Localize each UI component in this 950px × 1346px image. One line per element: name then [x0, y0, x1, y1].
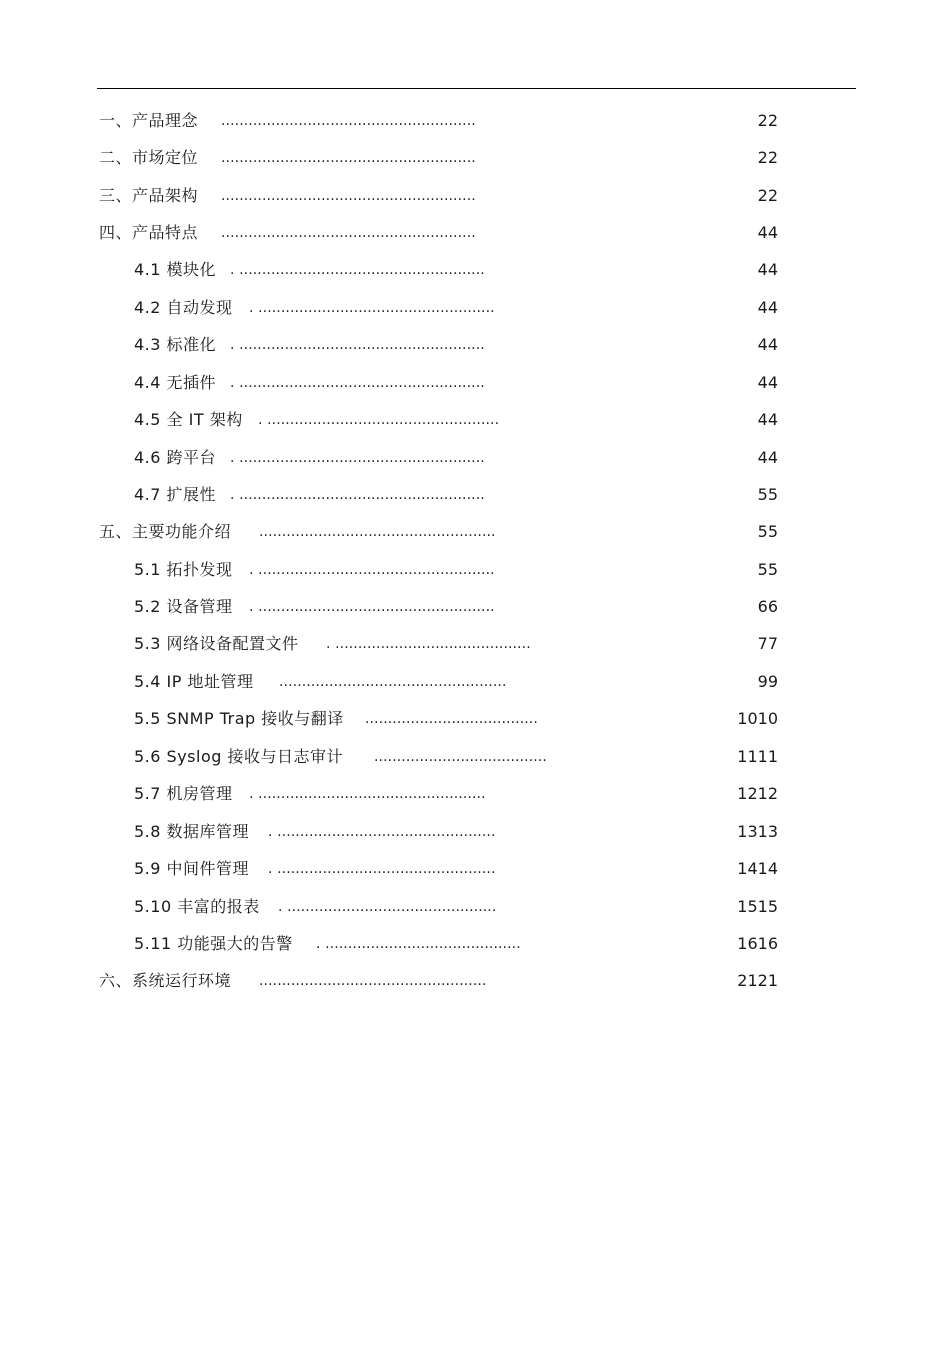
toc-page-number: 1010	[737, 709, 778, 728]
toc-entry-label: 5.5 SNMP Trap 接收与翻译	[134, 709, 344, 728]
toc-entry-label: 二、市场定位	[99, 148, 199, 167]
toc-entry-5-2[interactable]	[0, 595, 950, 619]
toc-entry-4-6[interactable]	[0, 446, 950, 470]
toc-entry-5-5[interactable]	[0, 707, 950, 731]
toc-dot-leader: . ................................................	[268, 824, 496, 840]
toc-dot-leader: . ......................................................	[230, 487, 485, 503]
toc-entry-4-3[interactable]	[0, 333, 950, 357]
toc-entry-4-7[interactable]	[0, 483, 950, 507]
toc-dot-leader: . ......................................................	[230, 262, 485, 278]
toc-entry-5-4[interactable]	[0, 670, 950, 694]
toc-page-number: 55	[757, 560, 778, 579]
toc-entry-4-5[interactable]	[0, 408, 950, 432]
toc-page-number: 55	[757, 522, 778, 541]
toc-entry-4-4[interactable]	[0, 371, 950, 395]
toc-entry-label: 一、产品理念	[99, 111, 199, 130]
toc-page-number: 44	[757, 223, 778, 242]
toc-entry-label: 四、产品特点	[99, 223, 199, 242]
toc-page-number: 44	[757, 410, 778, 429]
toc-entry-5-8[interactable]	[0, 820, 950, 844]
toc-page-number: 99	[757, 672, 778, 691]
toc-page-number: 22	[757, 186, 778, 205]
toc-entry-label: 5.2 设备管理	[134, 597, 233, 616]
toc-dot-leader: . ..................................................	[249, 786, 486, 802]
toc-entry-5-1[interactable]	[0, 558, 950, 582]
toc-dot-leader: ..................................................	[279, 674, 507, 690]
toc-dot-leader: ........................................................	[221, 150, 476, 166]
toc-entry-label: 5.1 拓扑发现	[134, 560, 233, 579]
toc-page-number: 66	[757, 597, 778, 616]
toc-page-number: 22	[757, 148, 778, 167]
toc-entry-label: 5.9 中间件管理	[134, 859, 250, 878]
toc-dot-leader: ........................................................	[221, 113, 476, 129]
toc-dot-leader: . ......................................................	[230, 450, 485, 466]
toc-page-number: 44	[757, 260, 778, 279]
toc-entry-label: 4.3 标准化	[134, 335, 217, 354]
toc-entry-label: 5.3 网络设备配置文件	[134, 634, 299, 653]
toc-page-number: 1212	[737, 784, 778, 803]
toc-page-number: 1414	[737, 859, 778, 878]
toc-dot-leader: ......................................	[365, 711, 538, 727]
toc-entry-label: 4.7 扩展性	[134, 485, 217, 504]
toc-page-number: 22	[757, 111, 778, 130]
toc-entry-5-11[interactable]	[0, 932, 950, 956]
toc-dot-leader: . ......................................................	[230, 375, 485, 391]
toc-page-number: 1616	[737, 934, 778, 953]
toc-entry-5-6[interactable]	[0, 745, 950, 769]
toc-dot-leader: . ....................................................	[249, 300, 495, 316]
toc-entry-label: 4.4 无插件	[134, 373, 217, 392]
toc-page-number: 2121	[737, 971, 778, 990]
toc-dot-leader: ....................................................	[259, 524, 496, 540]
toc-page-number: 44	[757, 373, 778, 392]
toc-page-number: 1313	[737, 822, 778, 841]
toc-entry-2[interactable]	[0, 146, 950, 170]
toc-dot-leader: . ................................................	[268, 861, 496, 877]
toc-entry-label: 5.8 数据库管理	[134, 822, 250, 841]
toc-entry-label: 5.11 功能强大的告警	[134, 934, 293, 953]
toc-entry-5[interactable]	[0, 520, 950, 544]
toc-dot-leader: ..................................................	[259, 973, 487, 989]
toc-dot-leader: . ..............................................	[278, 899, 497, 915]
toc-dot-leader: . ...........................................	[316, 936, 521, 952]
toc-page-number: 1515	[737, 897, 778, 916]
toc-page-number: 44	[757, 335, 778, 354]
toc-entry-label: 5.7 机房管理	[134, 784, 233, 803]
toc-entry-5-9[interactable]	[0, 857, 950, 881]
toc-entry-label: 三、产品架构	[99, 186, 199, 205]
toc-entry-label: 5.10 丰富的报表	[134, 897, 260, 916]
toc-entry-4-1[interactable]	[0, 258, 950, 282]
toc-dot-leader: . ......................................................	[230, 337, 485, 353]
toc-entry-label: 4.1 模块化	[134, 260, 217, 279]
toc-page-number: 55	[757, 485, 778, 504]
toc-page-number: 1111	[737, 747, 778, 766]
toc-entry-5-7[interactable]	[0, 782, 950, 806]
toc-entry-4[interactable]	[0, 221, 950, 245]
toc-dot-leader: . ...........................................	[326, 636, 531, 652]
toc-page-number: 44	[757, 448, 778, 467]
toc-page-number: 44	[757, 298, 778, 317]
toc-entry-label: 4.2 自动发现	[134, 298, 233, 317]
toc-dot-leader: . ....................................................	[249, 599, 495, 615]
toc-entry-label: 五、主要功能介绍	[99, 522, 232, 541]
toc-dot-leader: . ....................................................	[249, 562, 495, 578]
toc-entry-label: 5.6 Syslog 接收与日志审计	[134, 747, 343, 766]
toc-dot-leader: . ...................................................	[258, 412, 500, 428]
toc-entry-label: 4.6 跨平台	[134, 448, 217, 467]
toc-entry-label: 4.5 全 IT 架构	[134, 410, 243, 429]
toc-dot-leader: ......................................	[374, 749, 547, 765]
toc-entry-3[interactable]	[0, 184, 950, 208]
toc-dot-leader: ........................................................	[221, 225, 476, 241]
toc-entry-1[interactable]	[0, 109, 950, 133]
toc-page-number: 77	[757, 634, 778, 653]
toc-entry-label: 5.4 IP 地址管理	[134, 672, 254, 691]
toc-dot-leader: ........................................................	[221, 188, 476, 204]
toc-entry-4-2[interactable]	[0, 296, 950, 320]
toc-entry-label: 六、系统运行环境	[99, 971, 232, 990]
toc-entry-6[interactable]	[0, 969, 950, 993]
toc-entry-5-10[interactable]	[0, 895, 950, 919]
toc-entry-5-3[interactable]	[0, 632, 950, 656]
